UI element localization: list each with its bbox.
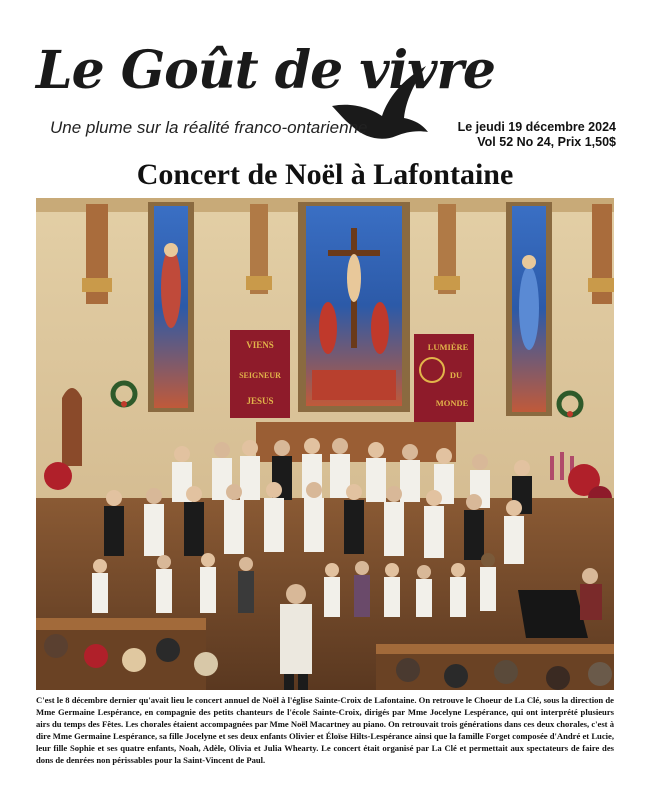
issue-volume: Vol 52 No 24, Prix 1,50$ <box>477 135 616 149</box>
banner-right-line-1: LUMIÈRE <box>427 342 469 352</box>
headline: Concert de Noël à Lafontaine <box>136 158 514 191</box>
church-choir-illustration <box>36 198 614 690</box>
photo-caption: C'est le 8 décembre dernier qu'avait lieu le concert annuel de Noël à l'église Sainte-Croix de Lafontaine. On retrouve le Choeur de La Clé, sous la direction de Mme Germaine Lespérance, en compagnie des petits chanteurs de l'école Sainte-Croix, dirigés par Mme Jocelyne Lespérance, qui ont interprété plusieurs airs du temps des Fêtes. Les chorales étaient accompagnées par Mme Noël Macartney au piano. On retrouvait trois générations dans ces deux chorales, c'est à dire Mme Germaine Lespérance, sa fille Jocelyne et ses deux enfants Olivier et Éloïse Hilts-Lespérance ainsi que la famille Forget composée d'André et Lucie, leur fille Sophie et ses quatre enfants, Noah, Adèle, Olivia et Julia Whearty. Le concert était organisé par La Clé et permettait aux spectateurs de faire des dons de denrées non périssables pour la Saint-Vincent de Paul. <box>36 695 614 765</box>
banner-left-line-3: JESUS <box>246 396 274 406</box>
masthead <box>0 0 650 160</box>
logo-title: Le Goût de vivre <box>36 40 495 101</box>
logo-tagline: Une plume sur la réalité franco-ontarienne <box>50 118 368 137</box>
issue-info <box>458 120 616 150</box>
banner-right-line-2: DU <box>449 370 463 380</box>
banner-left-line-2: SEIGNEUR <box>239 371 281 380</box>
banner-left-line-1: VIENS <box>246 340 274 350</box>
issue-date: Le jeudi 19 décembre 2024 <box>457 120 616 134</box>
banner-right-line-3: MONDE <box>435 398 469 408</box>
concert-photo <box>36 198 614 690</box>
